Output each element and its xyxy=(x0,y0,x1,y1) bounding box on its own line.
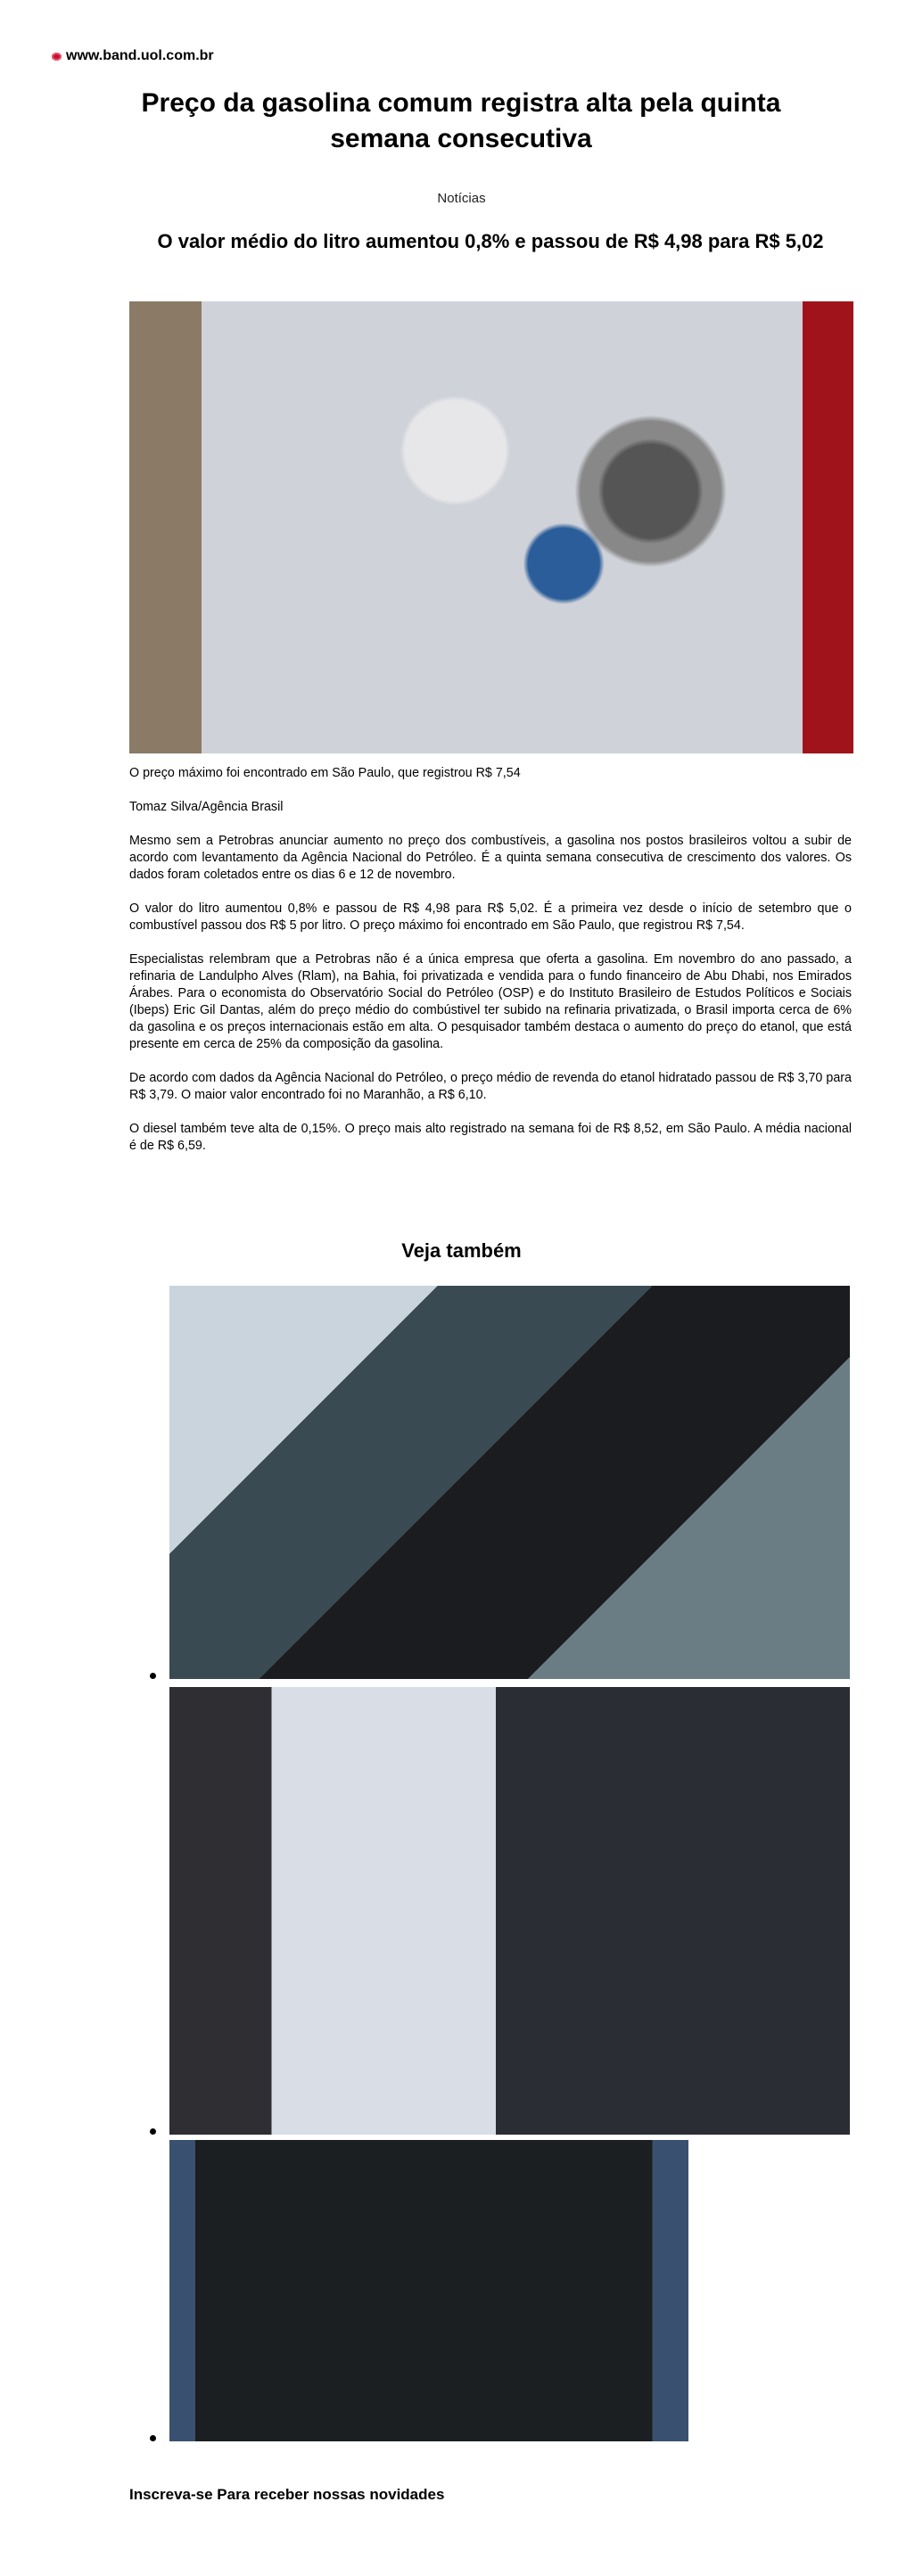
site-link[interactable] xyxy=(52,48,214,64)
site-url: www.band.uol.com.br xyxy=(66,48,214,63)
hero-image-fuel-pump xyxy=(129,301,853,753)
paragraph: Mesmo sem a Petrobras anunciar aumento no preço dos combustíveis, a gasolina nos postos brasileiros voltou a subir de acordo com levantamento da Agência Nacional do Petróleo. É a quinta semana consecutiva de crescimento dos valores. Os dados foram coletados entre os dias 6 e 12 de novembro. xyxy=(129,834,852,882)
article-title: Preço da gasolina comum registra alta pela quinta semana consecutiva xyxy=(141,88,781,153)
list-bullet xyxy=(150,1673,156,1679)
paragraph: O valor do litro aumentou 0,8% e passou de R$ 4,98 para R$ 5,02. É a primeira vez desde o início de setembro que o combustível passou dos R$ 5 por litro. O preço máximo foi encontrado em São Paulo, que registrou R$ 7,54. xyxy=(129,901,852,933)
list-bullet xyxy=(150,2128,156,2135)
related-heading: Veja também xyxy=(401,1239,522,1262)
paragraph: Especialistas relembram que a Petrobras não é a única empresa que oferta a gasolina. Em novembro do ano passado, a refinaria de Landulpho Alves (Rlam), na Bahia, foi privatizada e vendida para o fundo financeiro de Abu Dhabi, nos Emirados Árabes. Para o economista do Observatório Social do Petróleo (OSP) e do Instituto Brasileiro de Estudos Políticos e Sociais (Ibeps) Eric Gil Dantas, além do preço médio do combústivel ter subido na refinaria privatizada, o Brasil importa cerca de 6% da gasolina e os preços internacionais estão em alta. O pesquisador também destaca o aumento do preço do etanol, que está presente em cerca de 25% da composição da gasolina. xyxy=(129,952,852,1051)
image-credit: Tomaz Silva/Agência Brasil xyxy=(129,800,284,814)
list-bullet xyxy=(150,2435,156,2441)
paragraph: De acordo com dados da Agência Nacional do Petróleo, o preço médio de revenda do etanol hidratado passou de R$ 3,70 para R$ 3,79. O maior valor encontrado foi no Maranhão, a R$ 6,10. xyxy=(129,1071,852,1102)
related-item-image-racing-driver[interactable] xyxy=(169,1286,850,1679)
image-caption: O preço máximo foi encontrado em São Paulo, que registrou R$ 7,54 xyxy=(129,766,521,780)
paragraph: O diesel também teve alta de 0,15%. O preço mais alto registrado na semana foi de R$ 8,52, em São Paulo. A média nacional é de R$ 6,59. xyxy=(129,1122,852,1153)
section-label[interactable]: Notícias xyxy=(437,191,486,206)
related-item-image-crowd[interactable] xyxy=(169,2140,688,2441)
related-item-image-courtroom[interactable] xyxy=(169,1687,850,2135)
band-logo-icon xyxy=(52,53,62,61)
article-subtitle: O valor médio do litro aumentou 0,8% e passou de R$ 4,98 para R$ 5,02 xyxy=(157,230,824,252)
subscribe-heading: Inscreva-se Para receber nossas novidades xyxy=(129,2486,445,2503)
article-body xyxy=(129,765,852,1172)
